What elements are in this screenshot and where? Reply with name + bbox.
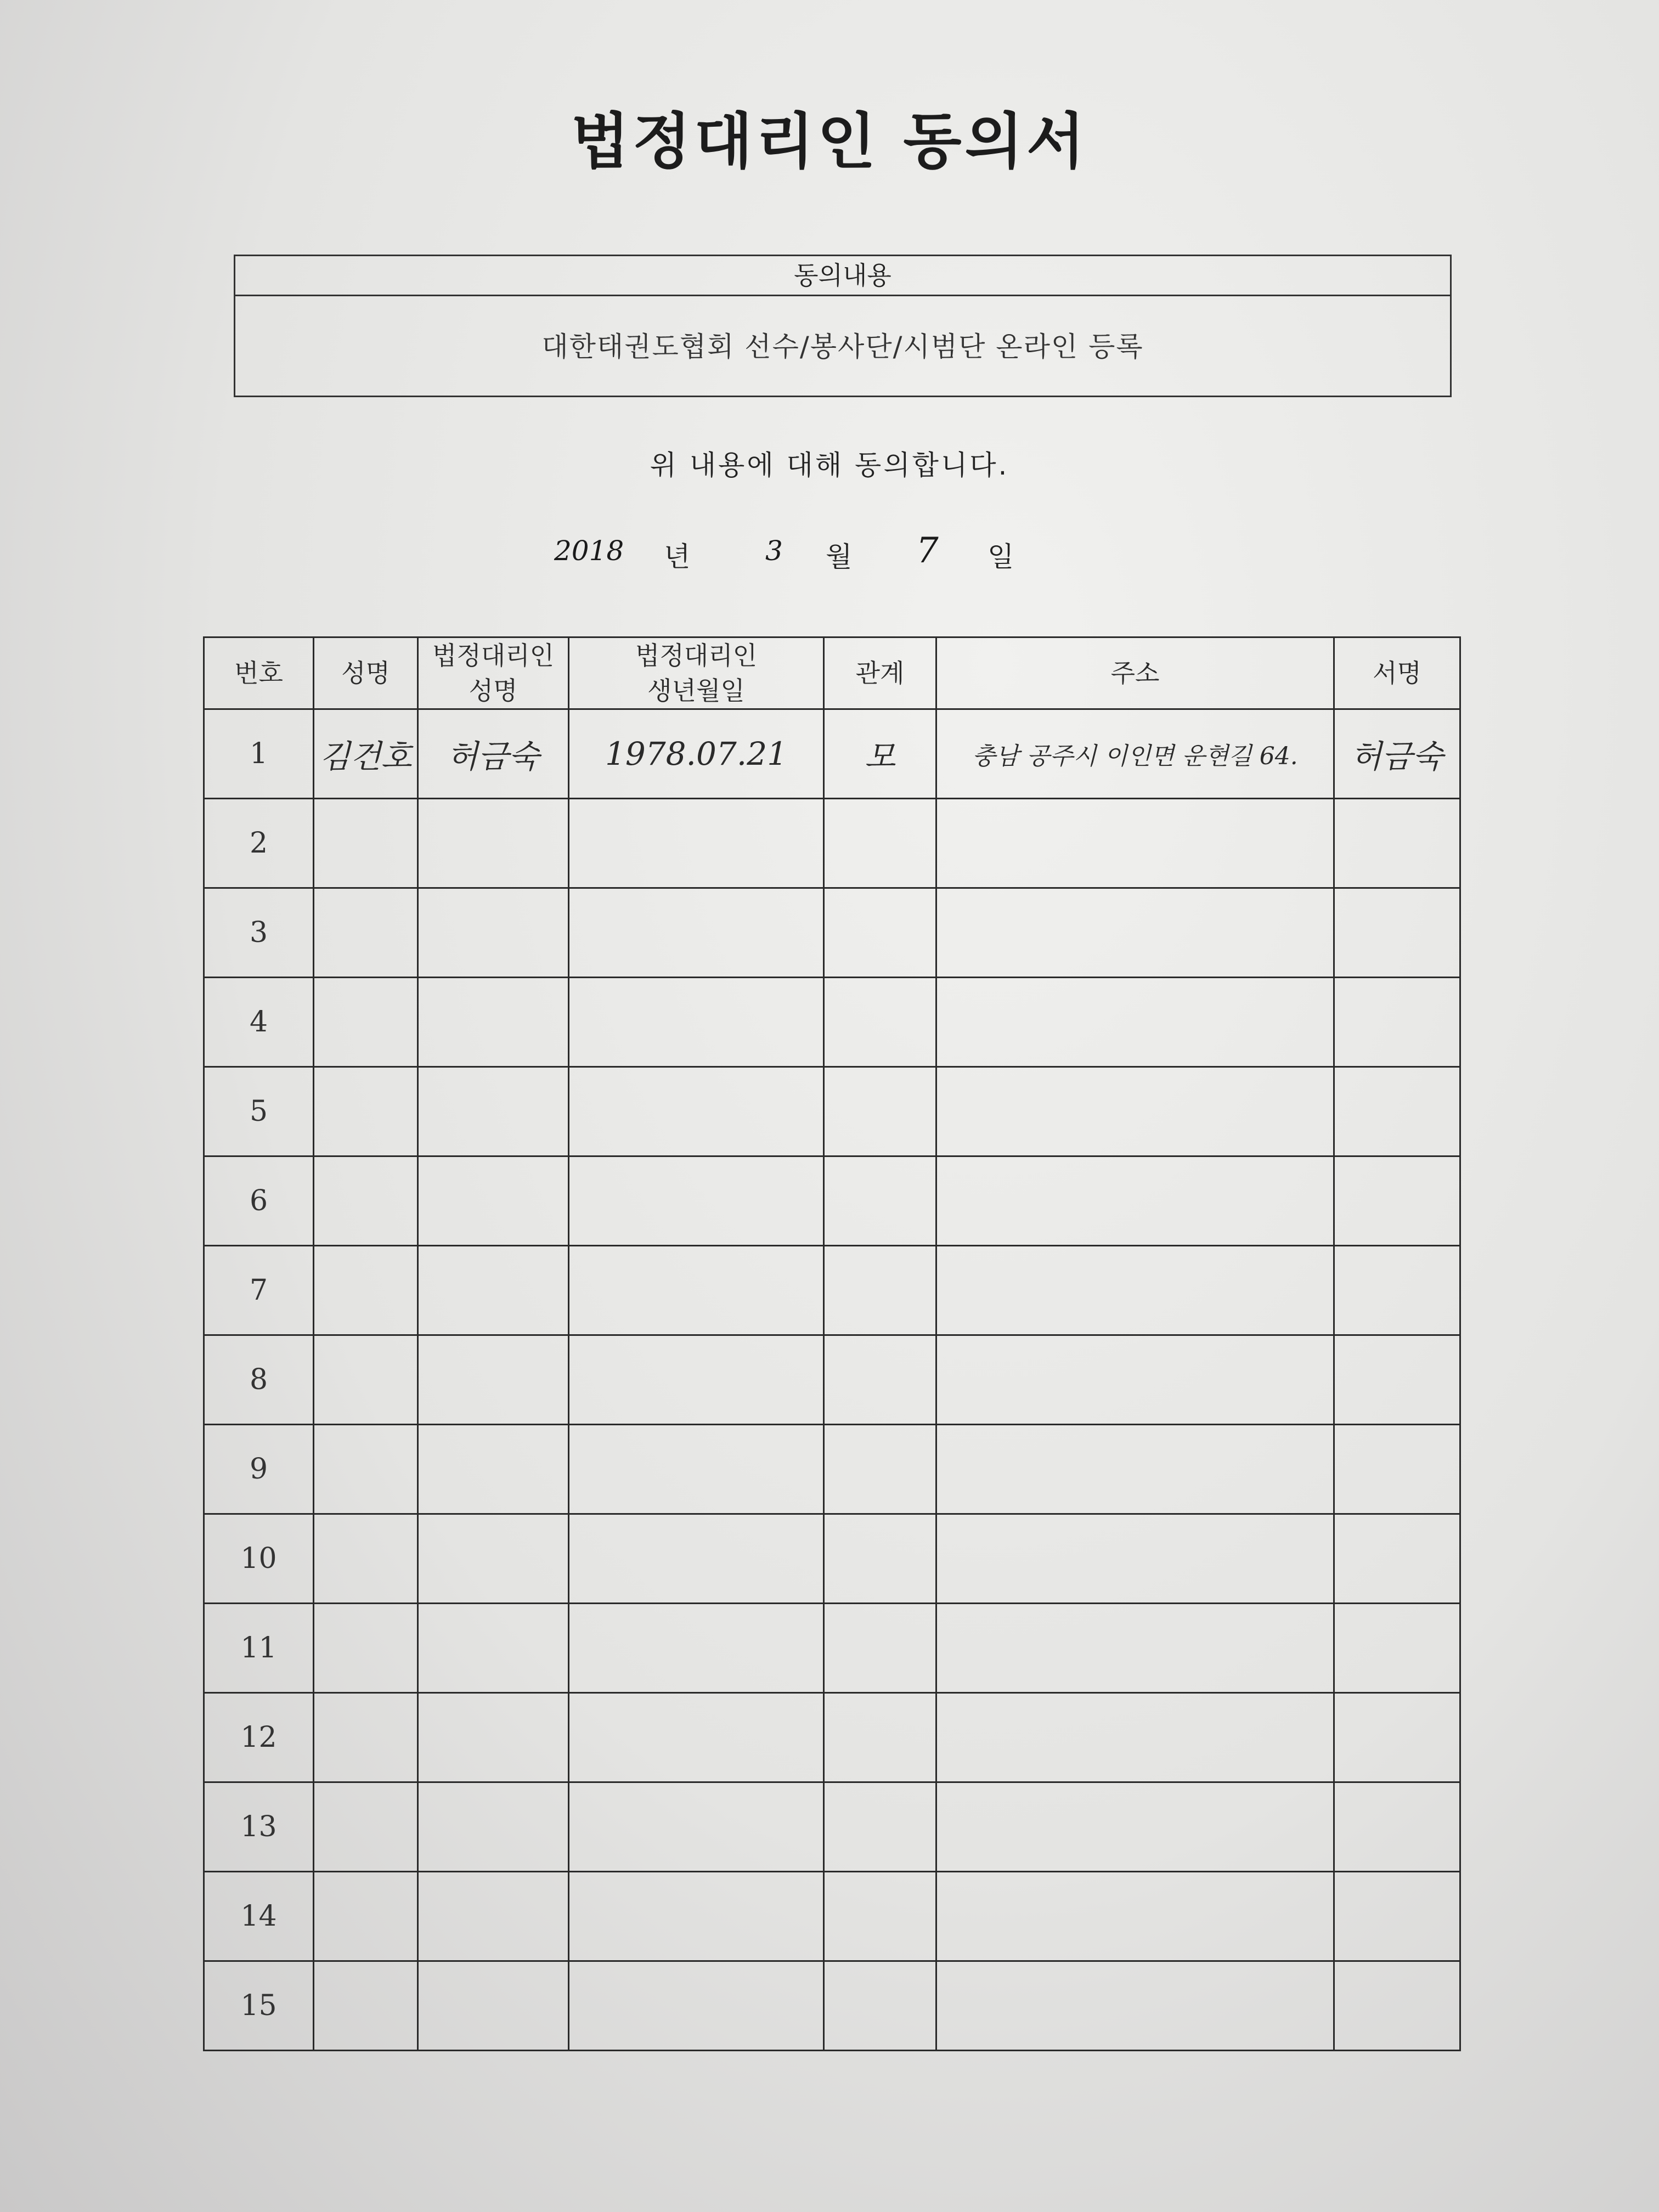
header-guardian-name [418,637,569,709]
row-name [314,1514,418,1604]
row-number: 14 [204,1872,314,1961]
row-guardian-birth [569,1335,824,1425]
row-guardian-name [418,1246,569,1335]
row-number: 12 [204,1693,314,1782]
row-guardian-name [418,1604,569,1693]
row-guardian-birth: 1978.07.21 [569,709,824,799]
row-guardian-name [418,1872,569,1961]
row-signature [1334,1067,1460,1156]
header-address: 주소 [936,637,1334,709]
row-guardian-name [418,1335,569,1425]
table-row [204,1514,1460,1604]
row-relation [824,888,936,978]
row-name [314,1961,418,2051]
header-guardian-name-line2: 성명 [469,676,518,706]
row-guardian-birth [569,799,824,888]
row-name [314,1604,418,1693]
row-name [314,1782,418,1872]
row-number: 6 [204,1156,314,1246]
row-address: 충남 공주시 이인면 운현길 64. [936,709,1334,799]
table-row [204,1693,1460,1782]
row-name [314,888,418,978]
row-relation [824,799,936,888]
row-signature [1334,1782,1460,1872]
date-month-unit: 월 [826,541,853,573]
row-address [936,1514,1334,1604]
row-address [936,1335,1334,1425]
row-guardian-birth [569,1514,824,1604]
row-guardian-name [418,1067,569,1156]
row-relation [824,1514,936,1604]
row-address [936,1604,1334,1693]
row-name [314,1067,418,1156]
row-name [314,1425,418,1514]
row-number: 9 [204,1425,314,1514]
row-signature [1334,1693,1460,1782]
row-signature [1334,1514,1460,1604]
row-guardian-name [418,1514,569,1604]
table-row [204,1335,1460,1425]
row-relation [824,978,936,1067]
row-number: 8 [204,1335,314,1425]
row-relation [824,1693,936,1782]
row-address [936,1872,1334,1961]
row-address [936,1693,1334,1782]
header-number: 번호 [204,637,314,709]
document-title: 법정대리인 동의서 [571,106,1088,177]
row-guardian-birth [569,1961,824,2051]
table-row [204,709,1460,799]
table-row [204,1067,1460,1156]
row-guardian-name [418,888,569,978]
row-relation [824,1872,936,1961]
row-guardian-name [418,978,569,1067]
table-row [204,799,1460,888]
row-relation [824,1246,936,1335]
row-name [314,1872,418,1961]
row-name [314,978,418,1067]
row-address [936,799,1334,888]
row-guardian-birth [569,978,824,1067]
row-name [314,799,418,888]
row-number: 5 [204,1067,314,1156]
row-number: 2 [204,799,314,888]
row-name [314,1156,418,1246]
row-signature [1334,978,1460,1067]
row-address [936,1246,1334,1335]
table-row [204,1872,1460,1961]
row-relation [824,1782,936,1872]
row-relation: 모 [824,709,936,799]
row-guardian-name [418,799,569,888]
table-row [204,1246,1460,1335]
row-address [936,888,1334,978]
row-address [936,978,1334,1067]
date-year-unit: 년 [664,541,691,573]
row-relation [824,1604,936,1693]
row-address [936,1782,1334,1872]
row-guardian-birth [569,1604,824,1693]
row-guardian-name [418,1425,569,1514]
row-guardian-name [418,1961,569,2051]
header-guardian-birth-line2: 생년월일 [647,676,745,706]
row-number: 7 [204,1246,314,1335]
consent-box [234,255,1452,397]
header-name: 성명 [314,637,418,709]
row-name [314,1693,418,1782]
row-guardian-birth [569,1872,824,1961]
table-row [204,1156,1460,1246]
header-relation: 관계 [824,637,936,709]
header-guardian-birth-line1: 법정대리인 [635,641,758,670]
table-row [204,1425,1460,1514]
row-guardian-birth [569,1425,824,1514]
row-number: 15 [204,1961,314,2051]
row-guardian-birth [569,1782,824,1872]
registration-table [203,636,1461,2051]
row-signature [1334,799,1460,888]
date-line [549,529,1097,579]
row-signature [1334,888,1460,978]
table-row [204,978,1460,1067]
consent-header: 동의내용 [235,256,1450,296]
row-guardian-name [418,1156,569,1246]
row-relation [824,1156,936,1246]
row-name [314,1246,418,1335]
row-number: 1 [204,709,314,799]
table-row [204,888,1460,978]
header-guardian-birth [569,637,824,709]
row-relation [824,1067,936,1156]
row-address [936,1425,1334,1514]
row-relation [824,1961,936,2051]
row-guardian-birth [569,1693,824,1782]
row-signature [1334,1335,1460,1425]
row-signature [1334,1156,1460,1246]
header-signature: 서명 [1334,637,1460,709]
row-signature [1334,1425,1460,1514]
row-guardian-birth [569,1156,824,1246]
row-signature [1334,1961,1460,2051]
row-guardian-name [418,1782,569,1872]
table-row [204,1782,1460,1872]
row-signature [1334,1246,1460,1335]
table-row [204,1604,1460,1693]
row-relation [824,1335,936,1425]
date-month: 3 [765,535,783,567]
row-number: 10 [204,1514,314,1604]
row-guardian-birth [569,888,824,978]
table-header-row [204,637,1460,709]
row-name [314,1335,418,1425]
row-guardian-birth [569,1067,824,1156]
row-number: 13 [204,1782,314,1872]
row-relation [824,1425,936,1514]
row-number: 11 [204,1604,314,1693]
row-address [936,1067,1334,1156]
row-number: 4 [204,978,314,1067]
row-signature [1334,1872,1460,1961]
row-address [936,1156,1334,1246]
row-address [936,1961,1334,2051]
table-row [204,1961,1460,2051]
row-guardian-name [418,1693,569,1782]
consent-content: 대한태권도협회 선수/봉사단/시범단 온라인 등록 [541,331,1144,363]
date-day: 7 [916,531,939,571]
agree-statement: 위 내용에 대해 동의합니다. [650,449,1009,481]
date-year: 2018 [554,535,624,567]
date-day-unit: 일 [988,541,1014,573]
row-guardian-birth [569,1246,824,1335]
row-signature: 허금숙 [1334,709,1460,799]
row-guardian-name: 허금숙 [418,709,569,799]
row-name: 김건호 [314,709,418,799]
row-number: 3 [204,888,314,978]
header-guardian-name-line1: 법정대리인 [432,641,555,670]
row-signature [1334,1604,1460,1693]
